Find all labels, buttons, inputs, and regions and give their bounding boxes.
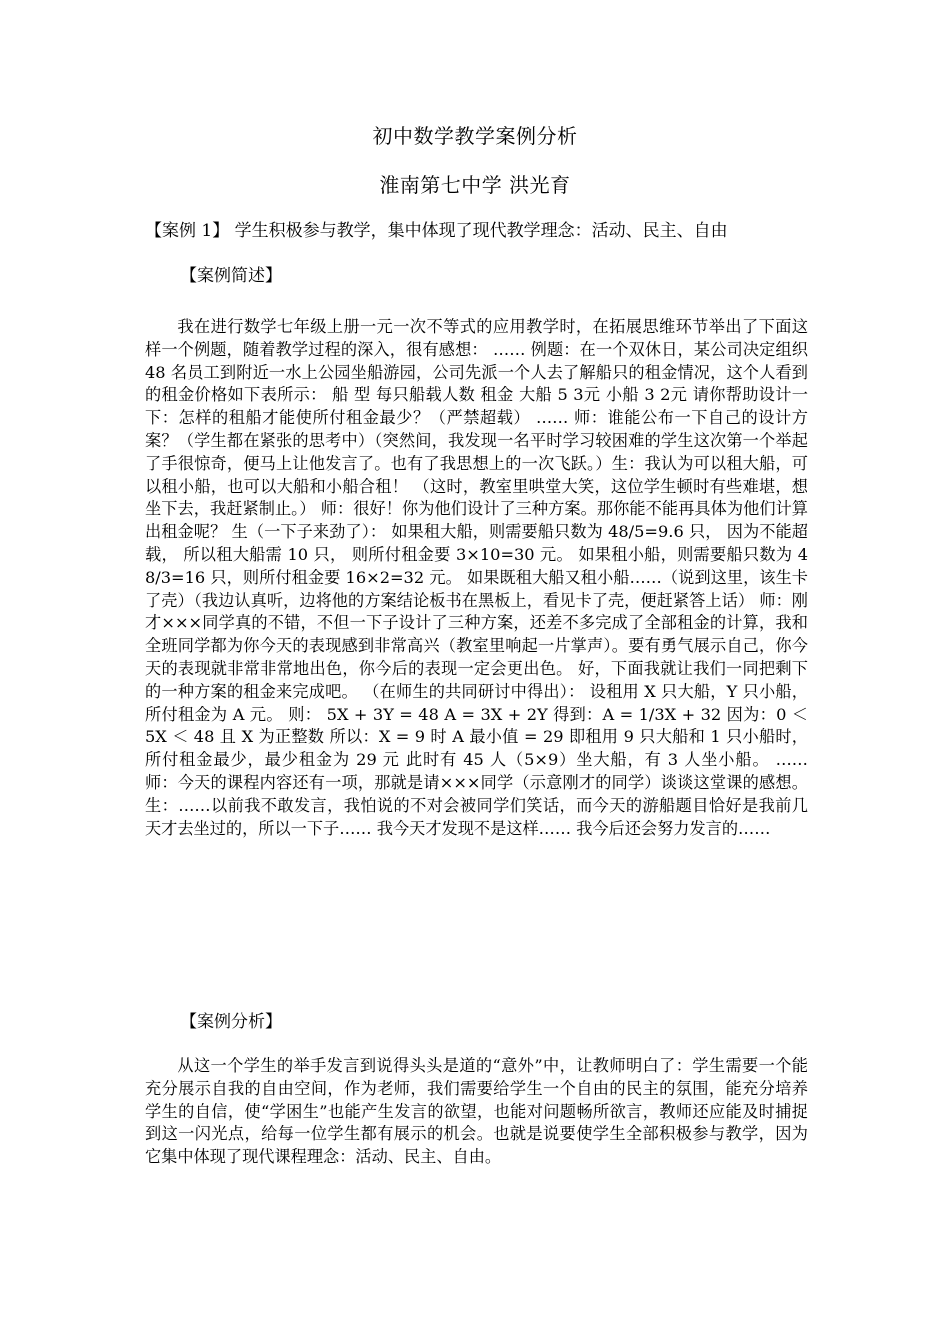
case-1-heading: 【案例 1】 学生积极参与教学，集中体现了现代教学理念：活动、民主、自由 bbox=[145, 221, 728, 241]
case-analysis-paragraph: 从这一个学生的举手发言到说得头头是道的“意外”中，让教师明白了：学生需要一个能充分展示自我的自由空间，作为老师，我们需要给学生一个自由的民主的氛围，能充分培养学生的自信，使“学困生”也能产生发言的欲望，也能对问题畅所欲言，教师还应能及时捕捉到这一闪光点，给每一位学生都有展示的机会。也就是说要使学生全部积极参与教学，因为它集中体现了现代课程理念：活动、民主、自由。 bbox=[145, 1056, 808, 1167]
document-author: 淮南第七中学 洪光育 bbox=[379, 173, 571, 197]
case-analysis-heading: 【案例分析】 bbox=[180, 1012, 282, 1032]
document-title: 初中数学教学案例分析 bbox=[372, 124, 578, 148]
case-summary-heading: 【案例简述】 bbox=[180, 266, 282, 286]
case-summary-paragraph: 我在进行数学七年级上册一元一次不等式的应用教学时，在拓展思维环节举出了下面这样一个例题，随着教学过程的深入，很有感想： …… 例题：在一个双休日，某公司决定组织 48 名员工到附近一水上公园坐船游园，公司先派一个人去了解船只的租金情况，这个人看到的租金价格如下表所示： 船 型 每只船载人数 租金 大船 5 3元 小船 3 2元 请你帮助设计一下：怎样的租船才能使所付租金最少？（严禁超载） …… 师：谁能公布一下自己的设计方案？（学生都在紧张的思考中）（突然间，我发现一名平时学习较困难的学生这次第一个举起了手很惊奇，便马上让他发言了。也有了我思想上的一次飞跃。）生：我认为可以租大船，可以租小船，也可以大船和小船合租！ （这时，教室里哄堂大笑，这位学生顿时有些难堪，想坐下去，我赶紧制止。） 师：很好！你为他们设计了三种方案。那你能不能再具体为他们计算出租金呢？ 生（一下子来劲了）： 如果租大船，则需要船只数为 48/5=9.6 只， 因为不能超载， 所以租大船需 10 只， 则所付租金要 3×10=30 元。 如果租小船，则需要船只数为 48/3=16 只，则所付租金要 16×2=32 元。 如果既租大船又租小船……（说到这里，该生卡了壳）（我边认真听，边将他的方案结论板书在黑板上，看见卡了壳，便赶紧答上话） 师：刚才×××同学真的不错，不但一下子设计了三种方案，还差不多完成了全部租金的计算，我和全班同学都为你今天的表现感到非常高兴（教室里响起一片掌声）。要有勇气展示自己，你今天的表现就非常非常地出色，你今后的表现一定会更出色。 好，下面我就让我们一同把剩下的一种方案的租金来完成吧。 （在师生的共同研讨中得出）： 设租用 X 只大船，Y 只小船，所付租金为 A 元。 则： 5X + 3Y = 48 A = 3X + 2Y 得到：A = 1/3X + 32 因为：0 ＜ 5X ＜ 48 且 X 为正整数 所以：X = 9 时 A 最小值 = 29 即租用 9 只大船和 1 只小船时，所付租金最少，最少租金为 29 元 此时有 45 人（5×9）坐大船，有 3 人坐小船。 …… 师：今天的课程内容还有一项，那就是请×××同学（示意刚才的同学）谈谈这堂课的感想。 生：……以前我不敢发言，我怕说的不对会被同学们笑话，而今天的游船题目恰好是我前几天才去坐过的，所以一下子…… 我今天才发现不是这样…… 我今后还会努力发言的…… bbox=[145, 317, 808, 838]
